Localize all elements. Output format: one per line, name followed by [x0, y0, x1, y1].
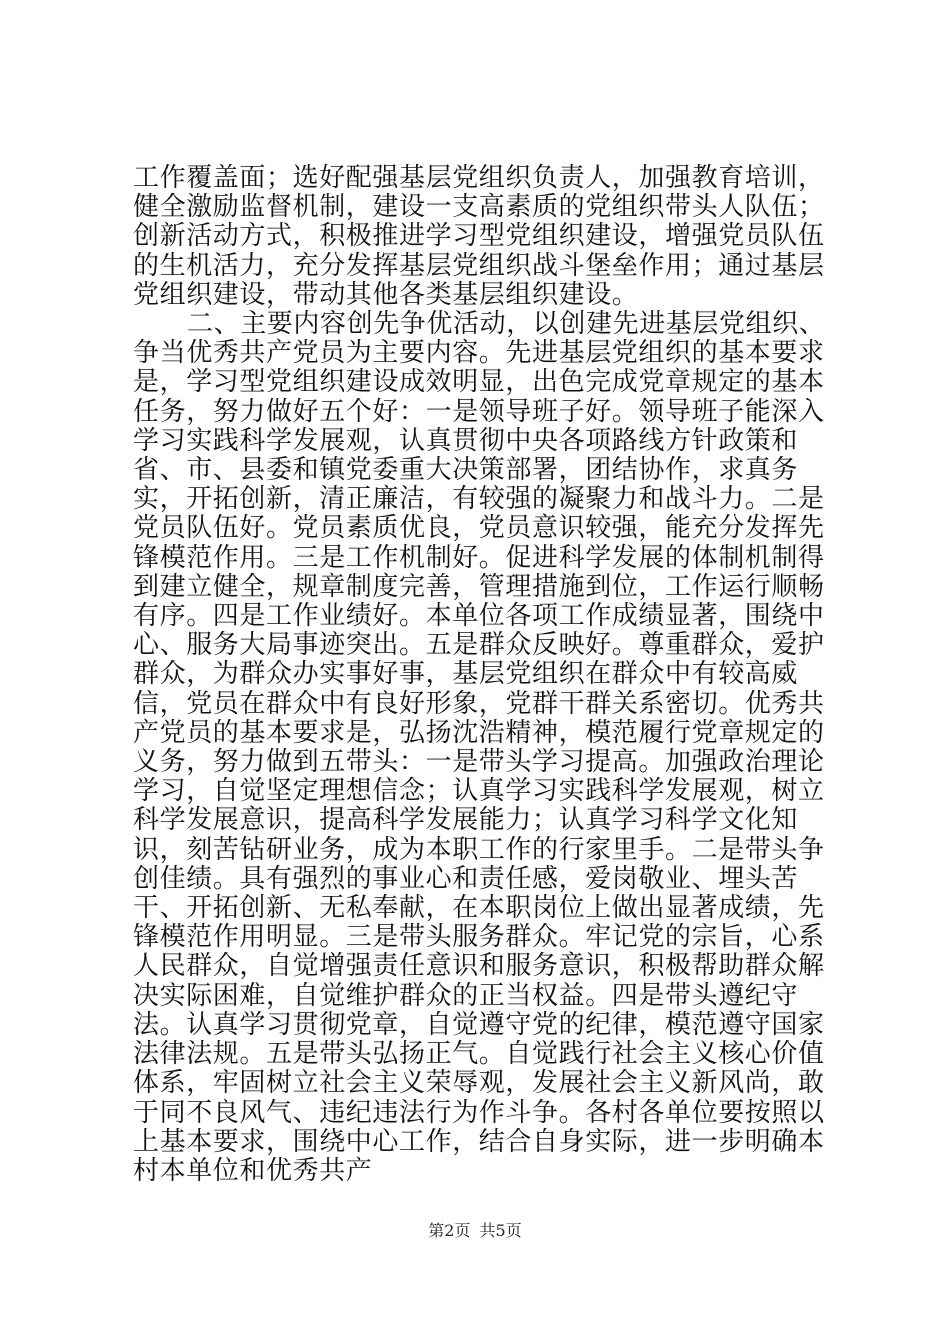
page-footer: [0, 1218, 950, 1241]
paragraph-2: 二、主要内容创先争优活动，以创建先进基层党组织、争当优秀共产党员为主要内容。先进基层党组织的基本要求是，学习型党组织建设成效明显，出色完成党章规定的基本任务，努力做好五个好：一是领导班子好。领导班子能深入学习实践科学发展观，认真贯彻中央各项路线方针政策和省、市、县委和镇党委重大决策部署，团结协作，求真务实，开拓创新，清正廉洁，有较强的凝聚力和战斗力。二是党员队伍好。党员素质优良，党员意识较强，能充分发挥先锋模范作用。三是工作机制好。促进科学发展的体制机制得到建立健全，规章制度完善，管理措施到位，工作运行顺畅有序。四是工作业绩好。本单位各项工作成绩显著，围绕中心、服务大局事迹突出。五是群众反映好。尊重群众，爱护群众，为群众办实事好事，基层党组织在群众中有较高威信，党员在群众中有良好形象，党群干群关系密切。优秀共产党员的基本要求是，弘扬沈浩精神，模范履行党章规定的义务，努力做到五带头：一是带头学习提高。加强政治理论学习，自觉坚定理想信念；认真学习实践科学发展观，树立科学发展意识，提高科学发展能力；认真学习科学文化知识，刻苦钻研业务，成为本职工作的行家里手。二是带头争创佳绩。具有强烈的事业心和责任感，爱岗敬业、埋头苦干、开拓创新、无私奉献，在本职岗位上做出显著成绩，先锋模范作用明显。三是带头服务群众。牢记党的宗旨，心系人民群众，自觉增强责任意识和服务意识，积极帮助群众解决实际困难，自觉维护群众的正当权益。四是带头遵纪守法。认真学习贯彻党章，自觉遵守党的纪律，模范遵守国家法律法规。五是带头弘扬正气。自觉践行社会主义核心价值体系，牢固树立社会主义荣辱观，发展社会主义新风尚，敢于同不良风气、违纪违法行为作斗争。各村各单位要按照以上基本要求，围绕中心工作，结合自身实际，进一步明确本村本单位和优秀共产: [133, 309, 826, 1186]
page-number: 第2页: [428, 1221, 471, 1240]
document-body: [133, 164, 835, 1186]
page-total: 共5页: [479, 1221, 522, 1240]
paragraph-1: 工作覆盖面；选好配强基层党组织负责人，加强教育培训，健全激励监督机制，建设一支高素质的党组织带头人队伍；创新活动方式，积极推进学习型党组织建设，增强党员队伍的生机活力，充分发挥基层党组织战斗堡垒作用；通过基层党组织建设，带动其他各类基层组织建设。: [133, 163, 825, 310]
